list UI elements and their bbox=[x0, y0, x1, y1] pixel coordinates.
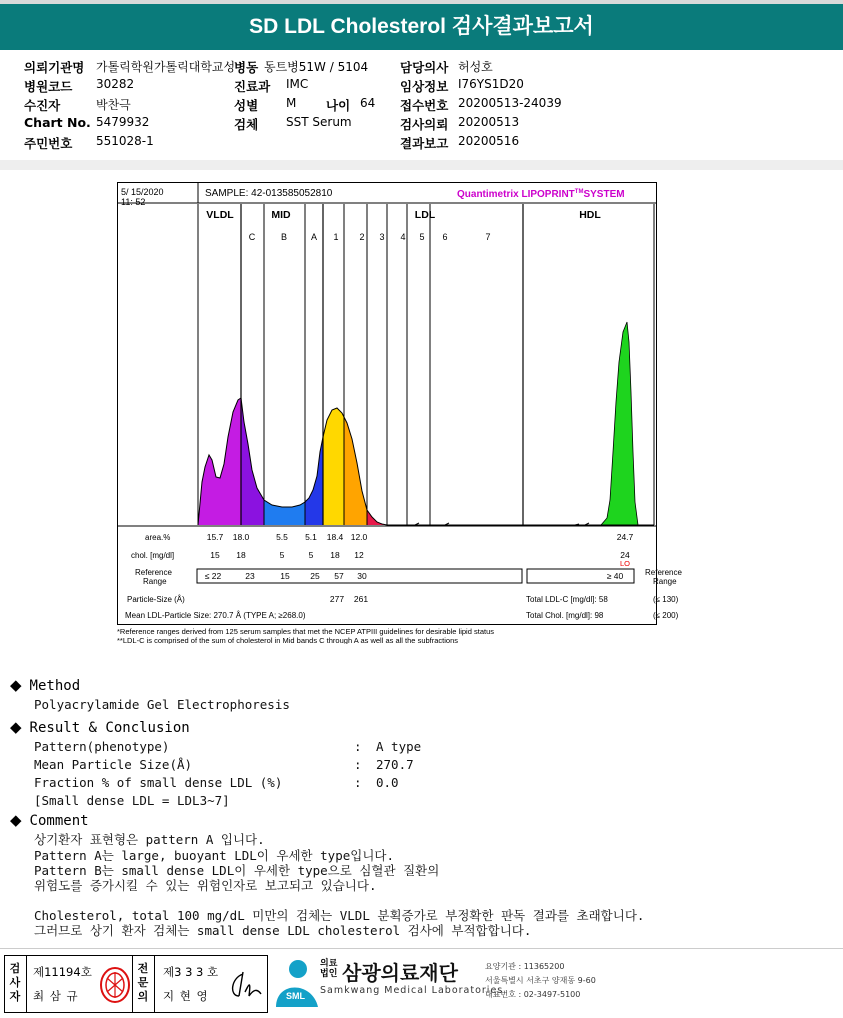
result-row-label: Fraction % of small dense LDL (%) bbox=[34, 775, 283, 790]
doctor-label-cell bbox=[133, 956, 155, 1012]
brand-tm: TM bbox=[574, 189, 584, 195]
request-date-value: 20200513 bbox=[458, 115, 520, 129]
reference-value: 30 bbox=[357, 571, 367, 581]
report-footer bbox=[0, 948, 843, 1018]
ref-right-label-line1: Reference bbox=[645, 568, 682, 577]
specimen-label: 검체 bbox=[234, 117, 259, 132]
area-pct-value: 18.4 bbox=[326, 532, 344, 542]
band-label: 1 bbox=[333, 232, 339, 242]
signature-icon bbox=[225, 966, 265, 1004]
method-heading-text: Method bbox=[29, 678, 81, 694]
result-row-label: Pattern(phenotype) bbox=[34, 739, 170, 754]
ward-value: 동트병51W / 5104 bbox=[264, 60, 369, 74]
particle-size-label: Particle-Size (Å) bbox=[127, 595, 185, 604]
sml-logo-text: SML bbox=[286, 991, 305, 1001]
comment-line: 그러므로 상기 환자 검체는 small dense LDL cholesterol 검사에 부적합합니다. bbox=[34, 923, 532, 938]
result-row-label: Mean Particle Size(Å) bbox=[34, 757, 193, 772]
org-address: 서울특별시 서초구 양재동 9-60 bbox=[485, 976, 596, 985]
lipoprint-chart-svg bbox=[117, 182, 697, 644]
org-type: 의료 법인 bbox=[320, 959, 338, 979]
band-label: 5 bbox=[419, 232, 425, 242]
patient-value: 박찬극 bbox=[96, 98, 131, 112]
result-row-colon: : bbox=[354, 775, 362, 790]
band-label: C bbox=[248, 232, 256, 242]
chol-value: 12 bbox=[354, 550, 364, 560]
band-label: 7 bbox=[485, 232, 491, 242]
brand-main: Quantimetrix LIPOPRINT bbox=[457, 189, 575, 200]
chart-time: 11: 52 bbox=[121, 197, 146, 207]
comment-line: 위험도를 증가시킬 수 있는 위험인자로 보고되고 있습니다. bbox=[34, 878, 377, 893]
chol-row-label: chol. [mg/dl] bbox=[131, 551, 175, 560]
patient-label: 수진자 bbox=[24, 98, 61, 113]
department-label: 진료과 bbox=[234, 79, 271, 94]
tester-cell bbox=[27, 956, 133, 1012]
band-label: 6 bbox=[442, 232, 448, 242]
group-vldl: VLDL bbox=[206, 209, 234, 221]
particle-size-value: 261 bbox=[353, 594, 369, 604]
diamond-bullet-icon: ◆ bbox=[10, 718, 22, 736]
tester-label-cell bbox=[5, 956, 27, 1012]
group-hdl: HDL bbox=[579, 209, 601, 221]
hospital-code-label: 병원코드 bbox=[24, 79, 73, 94]
diamond-bullet-icon: ◆ bbox=[10, 811, 22, 829]
reference-value: 15 bbox=[280, 571, 290, 581]
hdl-low-flag: LO bbox=[619, 559, 631, 568]
institution-label: 의뢰기관명 bbox=[24, 60, 85, 75]
clinical-info-value: I76YS1D20 bbox=[458, 77, 524, 91]
resident-no-label: 주민번호 bbox=[24, 136, 73, 151]
age-label: 나이 bbox=[326, 98, 351, 113]
area-pct-value: 15.7 bbox=[206, 532, 224, 542]
ref-row-label-line1: Reference bbox=[135, 568, 172, 577]
method-heading bbox=[10, 676, 80, 694]
comment-heading-text: Comment bbox=[29, 813, 89, 829]
chart-no-label: Chart No. bbox=[24, 115, 91, 130]
total-ldl-c-ref: (≤ 130) bbox=[653, 595, 679, 604]
comment-line: Pattern B는 small dense LDL이 우세한 type으로 심혈관 질환의 bbox=[34, 863, 440, 878]
brand-name bbox=[457, 189, 625, 200]
doctor-sign-name: 지 현 영 bbox=[163, 989, 209, 1003]
sample-id: SAMPLE: 42-013585052810 bbox=[205, 188, 333, 199]
lipoprint-chart bbox=[117, 182, 697, 644]
doctor-sign-label: 전 문 의 bbox=[137, 962, 149, 1003]
result-heading bbox=[10, 718, 190, 736]
total-chol: Total Chol. [mg/dl]: 98 bbox=[526, 611, 604, 620]
result-row-colon: : bbox=[354, 739, 362, 754]
band-label: 3 bbox=[379, 232, 385, 242]
specimen-value: SST Serum bbox=[286, 115, 352, 129]
comment-line: Cholesterol, total 100 mg/dL 미만의 검체는 VLDL 분획증가로 부정확한 판독 결과를 초래합니다. bbox=[34, 908, 645, 923]
receipt-no-value: 20200513-24039 bbox=[458, 96, 562, 110]
hospital-code-value: 30282 bbox=[96, 77, 135, 91]
small-dense-fraction-value: 0.0 bbox=[376, 775, 399, 790]
receipt-no-label: 접수번호 bbox=[400, 98, 449, 113]
signature-box bbox=[4, 955, 268, 1013]
footnote-1: *Reference ranges derived from 125 serum samples that met the NCEP ATPIII guidelines for desirable lipid status bbox=[117, 627, 494, 636]
sex-label: 성별 bbox=[234, 98, 259, 113]
band-label: 4 bbox=[400, 232, 406, 242]
band-label: A bbox=[310, 232, 318, 242]
result-row-colon: : bbox=[354, 757, 362, 772]
comment-heading bbox=[10, 811, 89, 829]
chol-value: 5 bbox=[308, 550, 314, 560]
comment-line: 상기환자 표현형은 pattern A 입니다. bbox=[34, 832, 265, 847]
diamond-bullet-icon: ◆ bbox=[10, 676, 22, 694]
chart-no-value: 5479932 bbox=[96, 115, 150, 129]
section-divider bbox=[0, 160, 843, 170]
area-pct-value: 12.0 bbox=[350, 532, 368, 542]
brand-system: SYSTEM bbox=[583, 189, 625, 200]
area-pct-value: 18.0 bbox=[232, 532, 250, 542]
method-text: Polyacrylamide Gel Electrophoresis bbox=[34, 697, 290, 712]
sml-logo-icon bbox=[272, 955, 320, 1011]
footnote-2: **LDL-C is comprised of the sum of cholesterol in Mid bands C through A as well as all the subfractions bbox=[117, 636, 459, 644]
band-label: B bbox=[280, 232, 288, 242]
area-pct-value: 5.1 bbox=[305, 532, 317, 542]
reference-value: 25 bbox=[310, 571, 320, 581]
result-heading-text: Result & Conclusion bbox=[29, 720, 190, 736]
ref-right-label-line2: Range bbox=[653, 577, 677, 586]
org-phone: 대표번호 : 02-3497-5100 bbox=[485, 990, 581, 999]
hdl-chol-value: 24 bbox=[620, 550, 630, 560]
tester-license-no: 제11194호 bbox=[33, 965, 92, 979]
doctor-license-no: 제3 3 3 호 bbox=[163, 965, 219, 979]
clinical-info-label: 임상정보 bbox=[400, 79, 449, 94]
chol-value: 18 bbox=[236, 550, 246, 560]
group-mid: MID bbox=[271, 209, 291, 221]
group-ldl: LDL bbox=[414, 209, 436, 221]
doctor-label: 담당의사 bbox=[400, 60, 449, 75]
ref-row-label-line2: Range bbox=[143, 577, 167, 586]
mean-particle-size-value: 270.7 bbox=[376, 757, 414, 772]
patient-info bbox=[0, 50, 843, 165]
hdl-area-pct-value: 24.7 bbox=[616, 532, 634, 542]
institution-value: 가톨릭학원가톨릭대학교성 bbox=[96, 60, 236, 74]
hdl-reference-value: ≥ 40 bbox=[606, 571, 624, 581]
chol-value: 5 bbox=[279, 550, 285, 560]
org-registration: 요양기관 : 11365200 bbox=[485, 962, 565, 971]
doctor-cell bbox=[155, 956, 268, 1012]
sex-value: M bbox=[286, 96, 297, 110]
org-subtitle: Samkwang Medical Laboratories bbox=[320, 985, 504, 996]
chol-value: 15 bbox=[210, 550, 220, 560]
report-date-value: 20200516 bbox=[458, 134, 520, 148]
pattern-value: A type bbox=[376, 739, 422, 754]
total-chol-ref: (≤ 200) bbox=[653, 611, 679, 620]
report-title: SD LDL Cholesterol 검사결과보고서 bbox=[249, 15, 594, 38]
chol-value: 18 bbox=[330, 550, 340, 560]
small-dense-note: [Small dense LDL = LDL3~7] bbox=[34, 793, 230, 808]
mean-ldl-size: Mean LDL-Particle Size: 270.7 Å (TYPE A; ≥268.0) bbox=[125, 611, 306, 620]
tester-name: 최 삼 규 bbox=[33, 989, 79, 1003]
particle-size-value: 277 bbox=[329, 594, 345, 604]
band-label: 2 bbox=[359, 232, 365, 242]
comment-line: Pattern A는 large, buoyant LDL이 우세한 type입니다. bbox=[34, 848, 394, 863]
org-name: 삼광의료재단 bbox=[342, 961, 458, 985]
doctor-value: 허성호 bbox=[458, 60, 493, 74]
reference-value: 57 bbox=[334, 571, 344, 581]
area-row-label: area.% bbox=[145, 533, 171, 542]
request-date-label: 검사의뢰 bbox=[400, 117, 449, 132]
report-date-label: 결과보고 bbox=[400, 136, 449, 151]
chart-date: 5/ 15/2020 bbox=[121, 187, 164, 197]
ward-label: 병동 bbox=[234, 60, 259, 75]
reference-value: ≤ 22 bbox=[204, 571, 222, 581]
reference-value: 23 bbox=[245, 571, 255, 581]
total-ldl-c: Total LDL-C [mg/dl]: 58 bbox=[526, 595, 608, 604]
report-title-bar bbox=[0, 0, 843, 50]
department-value: IMC bbox=[286, 77, 309, 91]
tester-label: 검 사 자 bbox=[9, 962, 21, 1003]
area-pct-value: 5.5 bbox=[276, 532, 288, 542]
resident-no-value: 551028-1 bbox=[96, 134, 154, 148]
seal-stamp-icon bbox=[99, 966, 131, 1004]
age-value: 64 bbox=[360, 96, 376, 110]
